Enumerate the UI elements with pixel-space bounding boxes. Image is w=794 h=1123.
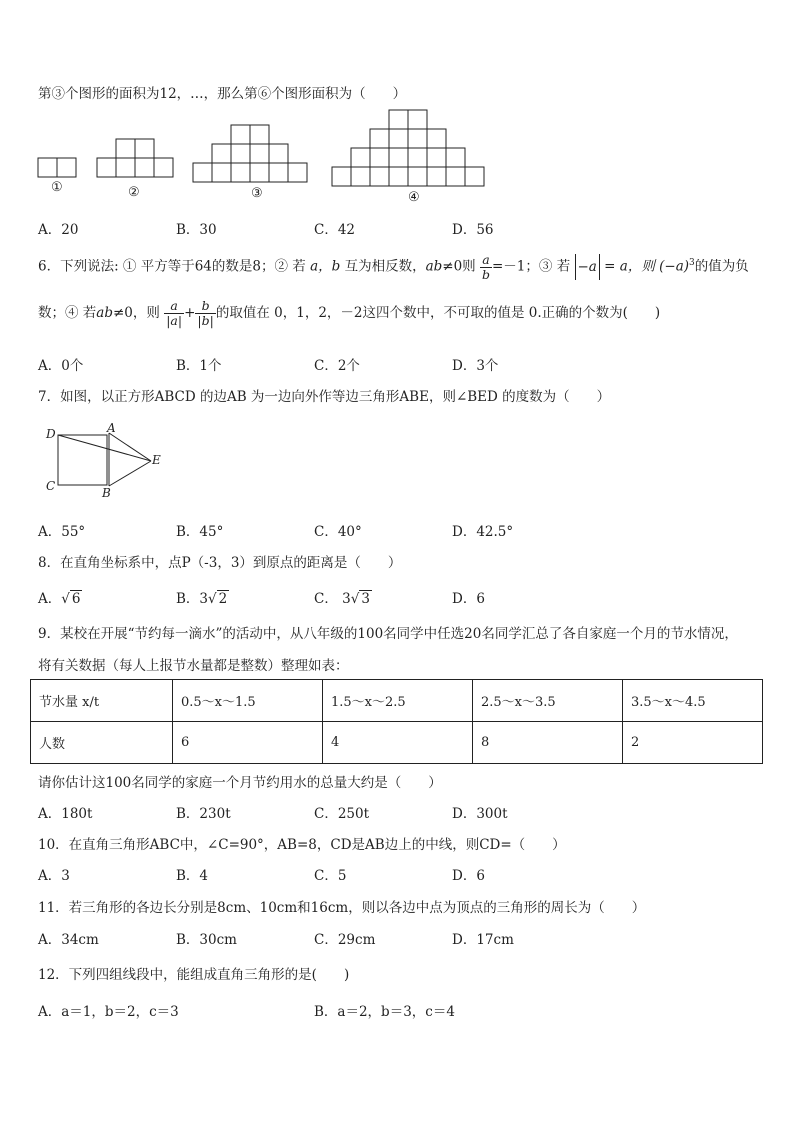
q9-option-a: A．180t <box>38 806 93 822</box>
q9-stem-2: 将有关数据（每人上报节水量都是整数）整理如表： <box>38 658 349 674</box>
q7-option-d: D．42.5° <box>452 524 514 540</box>
table-cell: 人数 <box>31 722 173 764</box>
figure-label-3: ③ <box>251 186 263 201</box>
q9-option-d: D．300t <box>452 806 508 822</box>
q9-stem-1: 9．某校在开展“节约每一滴水”的活动中，从八年级的100名同学中任选20名同学汇总了各自家庭一个月的节水情况， <box>38 626 738 642</box>
square-abcd <box>58 435 107 485</box>
table-row-count <box>31 722 763 764</box>
figure-3 <box>193 125 307 182</box>
figure-label-4: ④ <box>408 190 420 205</box>
q5-option-a: A．20 <box>38 222 79 238</box>
q11-option-d: D．17cm <box>452 932 514 948</box>
q8-option-b: B．3√ 2 <box>176 591 228 607</box>
q8-option-d: D．6 <box>452 591 485 607</box>
q6-line-2: 数；④ 若ab≠0，则 $\frac{a}{|a|}$ + $\frac{b}{|b|}$ 的取值在 0，1，2，－2这四个数中，不可取的值是 0.正确的个数为( ) <box>38 298 661 328</box>
q12-stem: 12．下列四组线段中，能组成直角三角形的是( ) <box>38 967 350 983</box>
q11-stem: 11．若三角形的各边长分别是8cm、10cm和16cm，则以各边中点为顶点的三角形的周长为（ ） <box>38 900 646 916</box>
q11-option-c: C．29cm <box>314 932 376 948</box>
q8-option-a: A．√ 6 <box>38 591 81 607</box>
q6-line-1: 6．下列说法: ① 平方等于64的数是8；② 若 a，b 互为相反数，ab≠0则 $\frac{a}{b}$ =－1；③ 若 −a = a，则 $(-a)^3$的值为负 <box>38 251 749 282</box>
q8-stem: 8．在直角坐标系中，点P（-3，3）到原点的距离是（ ） <box>38 555 402 571</box>
q5-square-figures <box>30 105 500 205</box>
q6-absolute-value: −a <box>575 254 600 280</box>
table-cell: 3.5～x～4.5 <box>623 680 763 722</box>
point-d: D <box>46 427 56 441</box>
table-cell: 4 <box>323 722 473 764</box>
figure-label-1: ① <box>51 180 63 195</box>
q6-option-c: C．2个 <box>314 358 360 374</box>
q6-option-b: B．1个 <box>176 358 222 374</box>
figure-label-2: ② <box>128 185 140 200</box>
point-c: C <box>46 479 56 493</box>
table-cell: 2.5～x～3.5 <box>473 680 623 722</box>
q10-option-c: C．5 <box>314 868 347 884</box>
q8-option-c: C． 3√ 3 <box>314 591 370 607</box>
q6-fraction-a-over-b: $\frac{a}{b}$ <box>481 251 490 282</box>
figure-1 <box>38 158 76 177</box>
table-cell: 1.5～x～2.5 <box>323 680 473 722</box>
q5-option-d: D．56 <box>452 222 494 238</box>
point-e: E <box>152 453 161 467</box>
q12-option-a: A．a＝1，b＝2，c＝3 <box>38 1004 179 1020</box>
q10-option-d: D．6 <box>452 868 485 884</box>
q6-fraction-a-over-abs-a: $\frac{a}{|a|}$ <box>166 298 183 328</box>
q5-option-c: C．42 <box>314 222 356 238</box>
q11-option-b: B．30cm <box>176 932 237 948</box>
q9-option-b: B．230t <box>176 806 231 822</box>
q9-data-table <box>30 679 763 764</box>
table-cell: 8 <box>473 722 623 764</box>
q7-stem: 7．如图，以正方形ABCD 的边AB 为一边向外作等边三角形ABE，则∠BED 的度数为（ ） <box>38 389 611 405</box>
point-a: A <box>107 421 116 435</box>
q6-option-a: A．0个 <box>38 358 84 374</box>
q9-option-c: C．250t <box>314 806 370 822</box>
q5-option-b: B．30 <box>176 222 217 238</box>
q10-option-b: B．4 <box>176 868 209 884</box>
table-cell: 节水量 x/t <box>31 680 173 722</box>
figure-4 <box>332 110 484 186</box>
figure-2 <box>97 139 173 177</box>
q6-option-d: D．3个 <box>452 358 499 374</box>
q6-fraction-b-over-abs-b: $\frac{b}{|b|}$ <box>197 298 214 328</box>
q12-option-b: B．a＝2，b＝3，c＝4 <box>314 1004 455 1020</box>
q7-square-triangle-figure <box>40 420 180 505</box>
q7-option-c: C．40° <box>314 524 362 540</box>
q5-stem: 第③个图形的面积为12，…，那么第⑥个图形面积为（ ） <box>38 86 407 102</box>
table-cell: 6 <box>173 722 323 764</box>
point-b: B <box>102 486 111 500</box>
q11-option-a: A．34cm <box>38 932 99 948</box>
q7-option-a: A．55° <box>38 524 86 540</box>
q7-option-b: B．45° <box>176 524 224 540</box>
table-row-header <box>31 680 763 722</box>
q9-question: 请你估计这100名同学的家庭一个月节约用水的总量大约是（ ） <box>38 775 442 791</box>
q10-stem: 10．在直角三角形ABC中，∠C=90°，AB=8，CD是AB边上的中线，则CD=（ ） <box>38 837 566 853</box>
table-cell: 2 <box>623 722 763 764</box>
table-cell: 0.5～x～1.5 <box>173 680 323 722</box>
q10-option-a: A．3 <box>38 868 70 884</box>
